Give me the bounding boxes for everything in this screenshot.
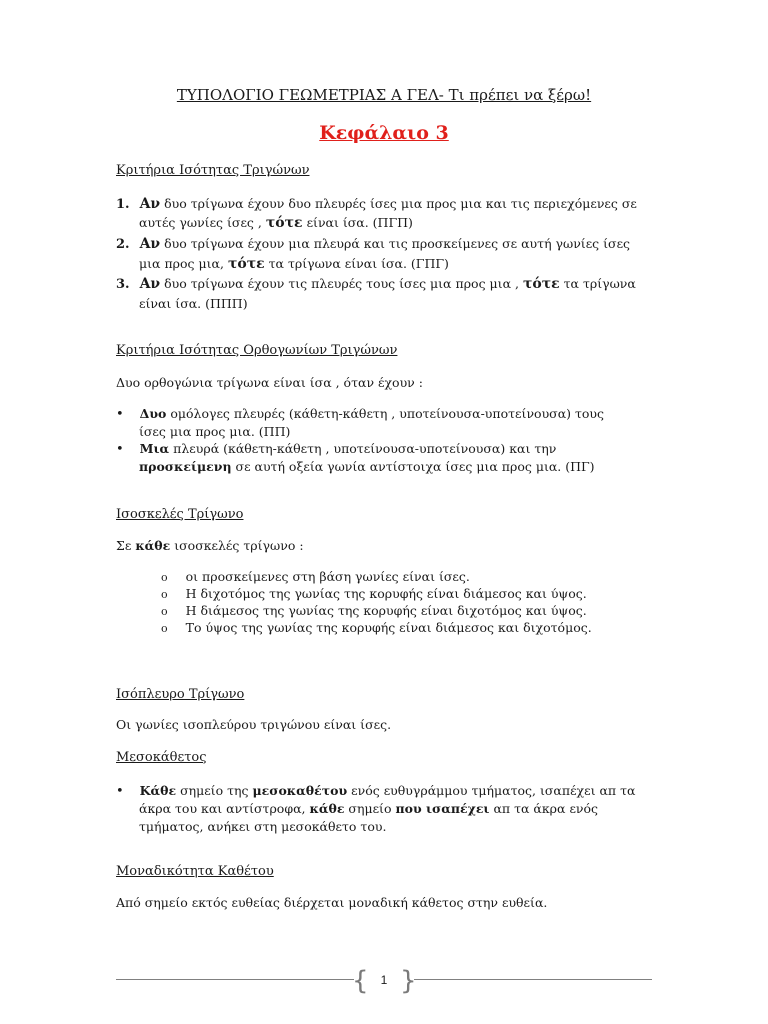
list-number: 2. xyxy=(116,237,130,252)
bold-keyword: προσκείμενη xyxy=(139,459,232,474)
item-text: δυο τρίγωνα έχουν τις πλευρές τους ίσες μια προς μια , xyxy=(164,276,519,291)
bold-lead: Αν xyxy=(139,276,161,292)
item-text: ομόλογες πλευρές (κάθετη-κάθετη , υποτείνουσα-υποτείνουσα) τους xyxy=(170,406,605,421)
list-item xyxy=(116,783,635,799)
item-text: δυο τρίγωνα έχουν δυο πλευρές ίσες μια προς μια και τις περιεχόμενες σε xyxy=(164,196,637,211)
bold-keyword: κάθε xyxy=(309,801,345,816)
list-item xyxy=(161,603,587,618)
item-text: οι προσκείμενες στη βάση γωνίες είναι ίσες. xyxy=(185,569,470,584)
footer-brace-left-icon: { xyxy=(352,966,369,996)
bold-keyword: τότε xyxy=(522,276,560,292)
list-item-continuation xyxy=(139,801,598,816)
section-intro: Δυο ορθογώνια τρίγωνα είναι ίσα , όταν έχουν : xyxy=(116,375,423,390)
item-text: ενός ευθυγράμμου τμήματος, ισαπέχει απ τα xyxy=(351,783,636,798)
circle-marker: o xyxy=(161,605,168,618)
list-item-continuation xyxy=(139,459,595,474)
list-item-continuation: είναι ίσα. (ΠΠΠ) xyxy=(139,296,248,311)
footer-rule-right xyxy=(414,979,652,980)
list-item-continuation xyxy=(139,215,413,231)
item-text: μια προς μια, xyxy=(139,256,224,271)
intro-text: ισοσκελές τρίγωνο : xyxy=(174,538,304,553)
list-number: 3. xyxy=(116,277,130,292)
section-heading-isosceles: Ισοσκελές Τρίγωνο xyxy=(116,507,244,522)
section-heading-right-triangle-congruence: Κριτήρια Ισότητας Ορθογωνίων Τριγώνων xyxy=(116,343,398,358)
circle-marker: o xyxy=(161,622,168,635)
item-text: σημείο xyxy=(348,801,392,816)
bullet-marker: • xyxy=(116,407,124,422)
item-text: δυο τρίγωνα έχουν μια πλευρά και τις προσκείμενες σε αυτή γωνίες ίσες xyxy=(164,236,631,251)
section-text: Οι γωνίες ισοπλεύρου τριγώνου είναι ίσες. xyxy=(116,717,392,732)
list-item xyxy=(116,196,637,212)
item-text: τα τρίγωνα είναι ίσα. (ΓΠΓ) xyxy=(268,256,449,271)
chapter-title: Κεφάλαιο 3 xyxy=(319,122,449,144)
bold-keyword: που ισαπέχει xyxy=(395,801,490,816)
intro-text: Σε xyxy=(116,538,132,553)
bullet-marker: • xyxy=(116,442,124,457)
item-text: σε αυτή οξεία γωνία αντίστοιχα ίσες μια προς μια. (ΠΓ) xyxy=(235,459,595,474)
circle-marker: o xyxy=(161,571,168,584)
list-item xyxy=(161,569,470,584)
item-text: Η διάμεσος της γωνίας της κορυφής είναι διχοτόμος και ύψος. xyxy=(185,603,587,618)
list-item xyxy=(116,441,556,457)
item-text: αυτές γωνίες ίσες , xyxy=(139,215,262,230)
page-number: 1 xyxy=(380,973,388,987)
section-intro xyxy=(116,538,304,553)
list-item-continuation: ίσες μια προς μια. (ΠΠ) xyxy=(139,424,291,439)
item-text: τα τρίγωνα xyxy=(563,276,636,291)
section-heading-perpendicular-bisector: Μεσοκάθετος xyxy=(116,750,207,765)
item-text: σημείο της xyxy=(180,783,249,798)
bold-keyword: τότε xyxy=(265,215,303,231)
item-text: πλευρά (κάθετη-κάθετη , υποτείνουσα-υποτείνουσα) και την xyxy=(173,441,557,456)
list-item xyxy=(161,620,592,635)
bold-lead: Μια xyxy=(139,441,170,456)
footer-rule-left xyxy=(116,979,354,980)
section-heading-equilateral: Ισόπλευρο Τρίγωνο xyxy=(116,687,245,702)
section-heading-unique-perpendicular: Μοναδικότητα Καθέτου xyxy=(116,864,274,879)
item-text: είναι ίσα. (ΠΓΠ) xyxy=(306,215,413,230)
list-item-continuation xyxy=(139,256,449,272)
circle-marker: o xyxy=(161,588,168,601)
bold-keyword: τότε xyxy=(227,256,265,272)
bold-lead: Δυο xyxy=(139,406,167,421)
section-heading-triangle-congruence: Κριτήρια Ισότητας Τριγώνων xyxy=(116,163,310,178)
list-item-continuation: τμήματος, ανήκει στη μεσοκάθετο του. xyxy=(139,819,387,834)
list-item xyxy=(161,586,587,601)
footer-brace-right-icon: } xyxy=(400,966,417,996)
bold-lead: Κάθε xyxy=(139,783,177,798)
list-item xyxy=(116,406,604,422)
bullet-marker: • xyxy=(116,784,124,799)
item-text: Το ύψος της γωνίας της κορυφής είναι διάμεσος και διχοτόμος. xyxy=(185,620,592,635)
item-text: απ τα άκρα ενός xyxy=(493,801,599,816)
page-title: ΤΥΠΟΛΟΓΙΟ ΓΕΩΜΕΤΡΙΑΣ Α ΓΕΛ- Τι πρέπει να ξέρω! xyxy=(176,86,592,104)
bold-lead: Αν xyxy=(139,236,161,252)
bold-lead: Αν xyxy=(139,196,161,212)
bold-keyword: κάθε xyxy=(135,538,171,553)
item-text: άκρα του και αντίστροφα, xyxy=(139,801,306,816)
list-item xyxy=(116,236,630,252)
item-text: Η διχοτόμος της γωνίας της κορυφής είναι διάμεσος και ύψος. xyxy=(185,586,587,601)
section-text: Από σημείο εκτός ευθείας διέρχεται μοναδική κάθετος στην ευθεία. xyxy=(116,895,548,910)
bold-keyword: μεσοκαθέτου xyxy=(252,783,348,798)
list-item xyxy=(116,276,636,292)
list-number: 1. xyxy=(116,197,130,212)
